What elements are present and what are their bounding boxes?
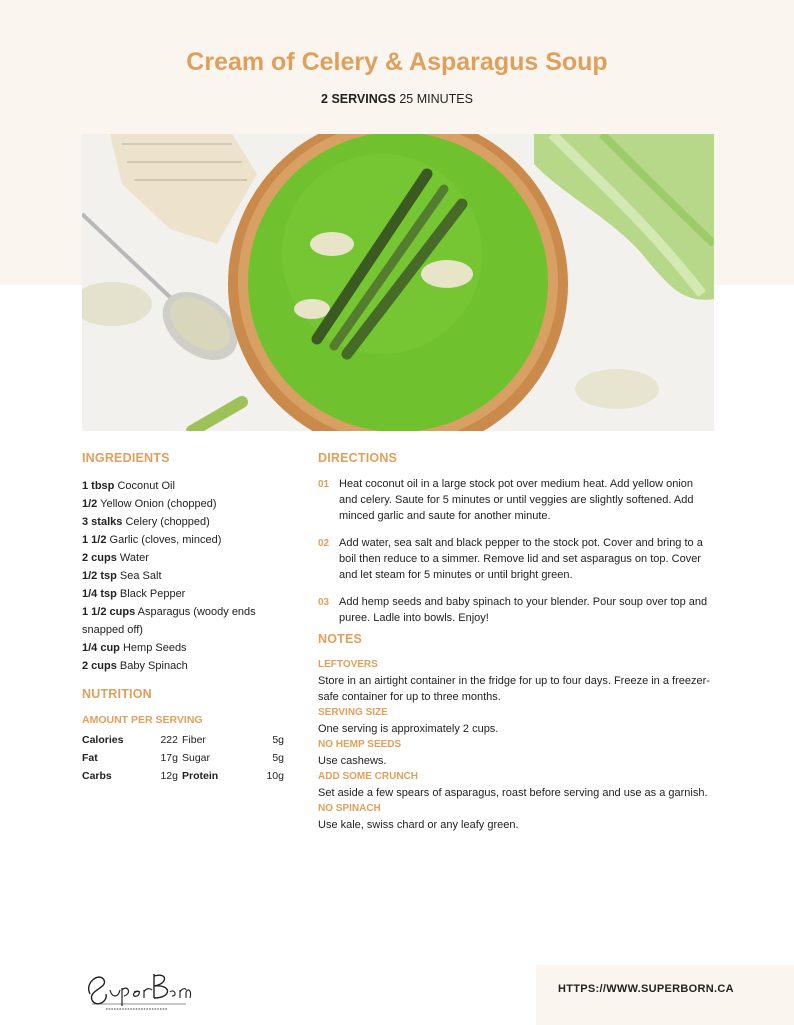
direction-step <box>318 535 710 583</box>
ingredient-item: 1 1/2 cups Asparagus (woody ends snapped off) <box>82 606 256 636</box>
step-number: 03 <box>318 597 330 608</box>
nutrition-row <box>82 749 284 767</box>
note-title: ADD SOME CRUNCH <box>318 771 418 782</box>
notes-heading: NOTES <box>318 632 363 646</box>
nutrient-value: 5g <box>272 752 284 764</box>
ingredient-item: 1/4 tsp Black Pepper <box>82 588 186 600</box>
ingredient-item: 1 tbsp Coconut Oil <box>82 480 175 492</box>
directions-heading: DIRECTIONS <box>318 451 398 465</box>
step-text: Add water, sea salt and black pepper to the stock pot. Cover and bring to a boil then reduce to a simmer. Remove lid and set asparagus on top. Cover and let steam for 5 minutes or until bright green. <box>339 537 703 581</box>
note-title: NO SPINACH <box>318 803 381 814</box>
note-body: One serving is approximately 2 cups. <box>318 723 499 735</box>
nutrient-value: 222 <box>160 734 178 746</box>
nutrition-heading: NUTRITION <box>82 687 152 701</box>
nutrient-label: Fiber <box>182 734 206 746</box>
nutrient-label: Fat <box>82 752 98 764</box>
nutrient-label: Sugar <box>182 752 211 764</box>
directions-list <box>318 476 710 637</box>
ingredient-item: 1/4 cup Hemp Seeds <box>82 642 187 654</box>
footer-url-box <box>536 965 794 1025</box>
note-body: Store in an airtight container in the fridge for up to four days. Freeze in a freezer-safe container for up to three months. <box>318 675 710 703</box>
ingredient-item: 1/2 Yellow Onion (chopped) <box>82 498 217 510</box>
nutrient-label: Carbs <box>82 770 112 782</box>
note-title: SERVING SIZE <box>318 707 388 718</box>
ingredient-item: 2 cups Water <box>82 552 149 564</box>
nutrient-value: 12g <box>160 770 178 782</box>
note-title: LEFTOVERS <box>318 659 378 670</box>
step-text: Heat coconut oil in a large stock pot over medium heat. Add yellow onion and celery. Saute for 5 minutes or until veggies are slightly softened. Add minced garlic and saute for another minute. <box>339 478 694 522</box>
step-number: 02 <box>318 538 330 549</box>
soup-photo <box>82 134 714 431</box>
servings-label: 2 SERVINGS <box>321 92 396 106</box>
ingredient-item: 1/2 tsp Sea Salt <box>82 570 162 582</box>
superborn-logo <box>82 964 192 1016</box>
nutrition-row <box>82 731 284 749</box>
nutrient-value: 17g <box>160 752 178 764</box>
nutrition-row <box>82 767 284 785</box>
recipe-meta <box>0 92 794 106</box>
nutrition-subheading: AMOUNT PER SERVING <box>82 714 203 726</box>
time-label: 25 MINUTES <box>399 92 473 106</box>
notes-list <box>318 657 713 833</box>
nutrient-value: 5g <box>272 734 284 746</box>
nutrient-label: Calories <box>82 734 124 746</box>
ingredients-list <box>82 477 287 675</box>
recipe-title: Cream of Celery & Asparagus Soup <box>186 48 608 76</box>
note-title: NO HEMP SEEDS <box>318 739 402 750</box>
direction-step <box>318 476 710 524</box>
ingredient-item: 1 1/2 Garlic (cloves, minced) <box>82 534 222 546</box>
ingredient-item: 3 stalks Celery (chopped) <box>82 516 210 528</box>
note-body: Use cashews. <box>318 755 387 767</box>
step-number: 01 <box>318 479 330 490</box>
nutrient-value: 10g <box>266 770 284 782</box>
ingredients-heading: INGREDIENTS <box>82 451 170 465</box>
nutrient-label: Protein <box>182 770 219 782</box>
website-link[interactable]: HTTPS://WWW.SUPERBORN.CA <box>558 983 734 995</box>
ingredient-item: 2 cups Baby Spinach <box>82 660 188 672</box>
nutrition-table <box>82 731 284 785</box>
note-body: Set aside a few spears of asparagus, roast before serving and use as a garnish. <box>318 787 708 799</box>
step-text: Add hemp seeds and baby spinach to your blender. Pour soup over top and puree. Ladle into bowls. Enjoy! <box>339 596 708 624</box>
note-body: Use kale, swiss chard or any leafy green. <box>318 819 519 831</box>
direction-step <box>318 594 710 626</box>
